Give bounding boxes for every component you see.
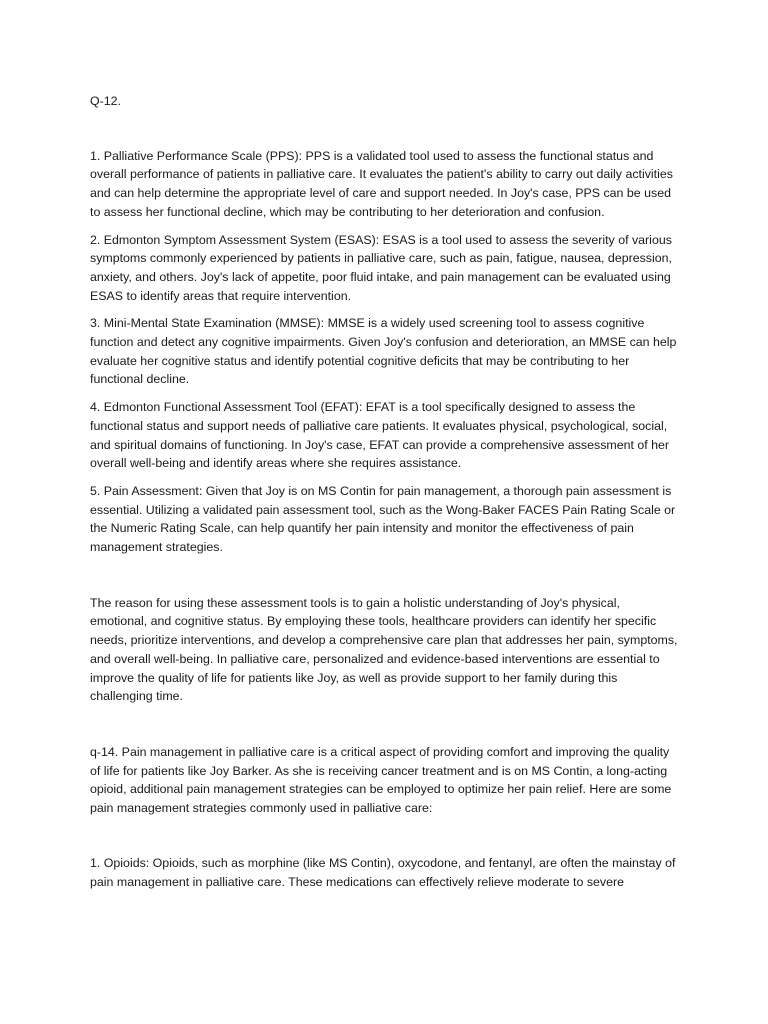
q14-list-item-opioids: 1. Opioids: Opioids, such as morphine (like MS Contin), oxycodone, and fentanyl, are often the mainstay of pain management in palliative care. These medications can effectively relieve moderate to severe — [90, 855, 676, 889]
question-heading: Q-12. — [90, 94, 121, 108]
list-item-esas: 2. Edmonton Symptom Assessment System (ESAS): ESAS is a tool used to assess the severity of various symptoms commonly experienced by patients in palliative care, such as pain, fatigue, nausea, depression, anxiety, and others. Joy's lack of appetite, poor fluid intake, and pain management can be evaluated using ESAS to identify areas that require intervention. — [90, 232, 672, 303]
document-page — [90, 92, 680, 891]
list-item-mmse: 3. Mini-Mental State Examination (MMSE): MMSE is a widely used screening tool to assess cognitive function and detect any cognitive impairments. Given Joy's confusion and deterioration, an MMSE can help evaluate her cognitive status and identify potential cognitive deficits that may be contributing to her functional decline. — [90, 316, 677, 387]
list-item-pain-assessment: 5. Pain Assessment: Given that Joy is on MS Contin for pain management, a thorough pain assessment is essential. Utilizing a validated pain assessment tool, such as the Wong-Baker FACES Pain Rating Scale or the Numeric Rating Scale, can help quantify her pain intensity and monitor the effectiveness of pain management strategies. — [90, 483, 676, 555]
list-item-efat: 4. Edmonton Functional Assessment Tool (EFAT): EFAT is a tool specifically designed to assess the functional status and support needs of palliative care patients. It evaluates physical, psychological, social, and spiritual domains of functioning. In Joy's case, EFAT can provide a comprehensive assessment of her overall well-being and identify areas where she requires assistance. — [90, 400, 670, 471]
list-item-pps: 1. Palliative Performance Scale (PPS): PPS is a validated tool used to assess the functional status and overall performance of patients in palliative care. It evaluates the patient's ability to carry out daily activities and can help determine the appropriate level of care and support needed. In Joy's case, PPS can be used to assess her functional decline, which may be contributing to her deterioration and confusion. — [90, 148, 673, 219]
q14-intro-paragraph: q-14. Pain management in palliative care is a critical aspect of providing comfort and improving the quality of life for patients like Joy Barker. As she is receiving cancer treatment and is on MS Contin, a long-acting opioid, additional pain management strategies can be employed to optimize her pain relief. Here are some pain management strategies commonly used in palliative care: — [90, 744, 672, 816]
summary-paragraph: The reason for using these assessment tools is to gain a holistic understanding of Joy's physical, emotional, and cognitive status. By employing these tools, healthcare providers can identify her specific needs, prioritize interventions, and develop a comprehensive care plan that addresses her pain, symptoms, and overall well-being. In palliative care, personalized and evidence-based interventions are essential to improve the quality of life for patients like Joy, as well as provide support to her family during this challenging time. — [90, 595, 678, 704]
